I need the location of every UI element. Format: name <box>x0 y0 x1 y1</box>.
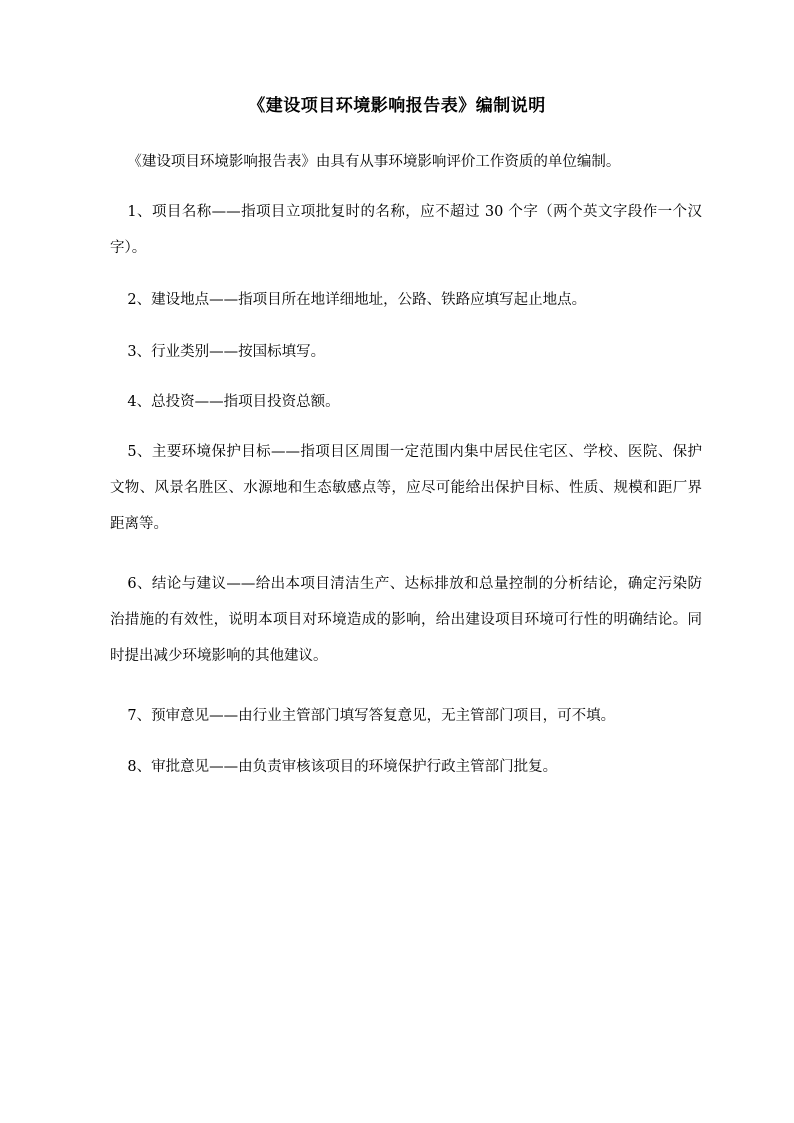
item-total-investment: 4、总投资——指项目投资总额。 <box>127 394 340 410</box>
item-protection-targets: 5、主要环境保护目标——指项目区周围一定范围内集中居民住宅区、学校、医院、保护文物、风景名胜区、水源地和生态敏感点等，应尽可能给出保护目标、性质、规模和距厂界距离等。 <box>110 444 702 532</box>
document-title: 《建设项目环境影响报告表》编制说明 <box>248 96 546 116</box>
item-approval-opinion: 8、审批意见——由负责审核该项目的环境保护行政主管部门批复。 <box>127 759 558 775</box>
intro-paragraph: 《建设项目环境影响报告表》由具有从事环境影响评价工作资质的单位编制。 <box>127 154 621 170</box>
item-project-name: 1、项目名称——指项目立项批复时的名称，应不超过 30 个字（两个英文字段作一个汉字）。 <box>110 204 702 256</box>
item-conclusions-suggestions: 6、结论与建议——给出本项目清洁生产、达标排放和总量控制的分析结论，确定污染防治措施的有效性，说明本项目对环境造成的影响，给出建设项目环境可行性的明确结论。同时提出减少环境影响的其他建议。 <box>110 576 702 664</box>
item-construction-location: 2、建设地点——指项目所在地详细地址，公路、铁路应填写起止地点。 <box>127 292 587 308</box>
item-industry-category: 3、行业类别——按国标填写。 <box>127 344 326 360</box>
item-pre-review-opinion: 7、预审意见——由行业主管部门填写答复意见，无主管部门项目，可不填。 <box>127 708 616 724</box>
